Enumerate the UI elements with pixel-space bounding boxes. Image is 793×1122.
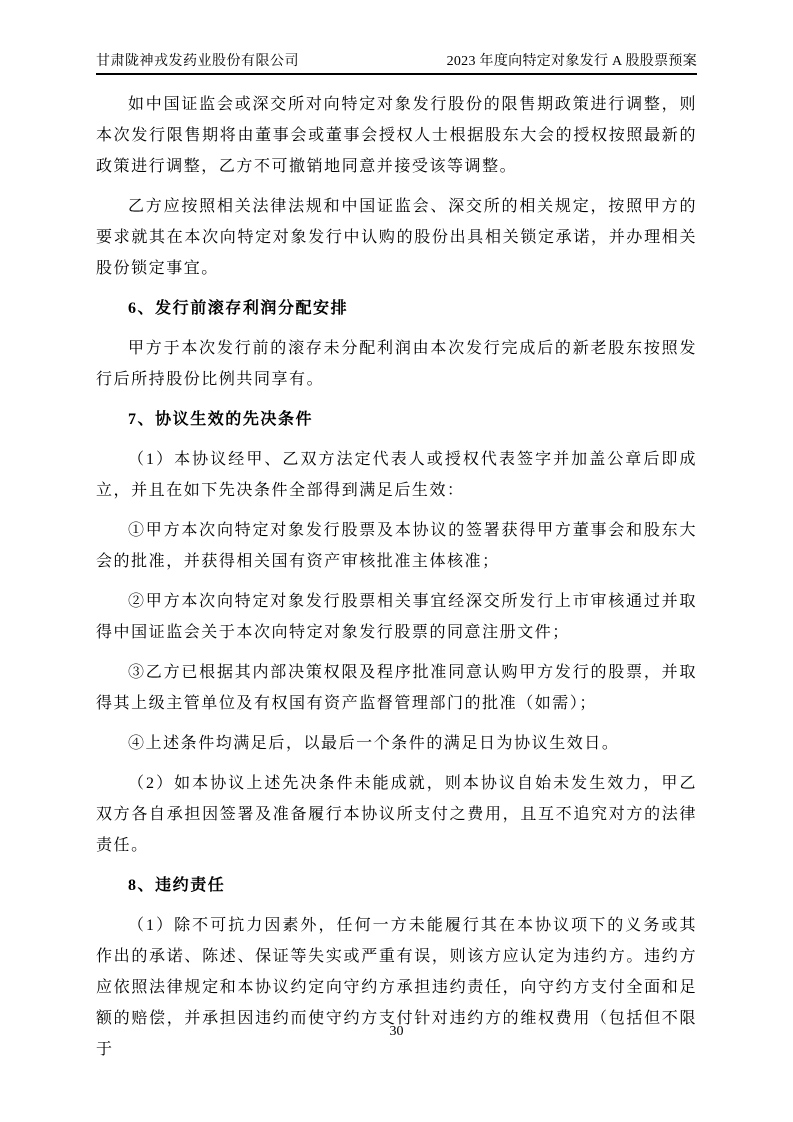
page-number: 30: [389, 1024, 404, 1039]
paragraph: ①甲方本次向特定对象发行股票及本协议的签署获得甲方董事会和股东大会的批准，并获得相关国有资产审核批准主体核准；: [96, 522, 697, 570]
document-body: [96, 89, 697, 1074]
paragraph: 如中国证监会或深交所对向特定对象发行股份的限售期政策进行调整，则本次发行限售期将由董事会或董事会授权人士根据股东大会的授权按照最新的政策进行调整，乙方不可撤销地同意并接受该等调整。: [96, 96, 697, 175]
paragraph: 乙方应按照相关法律法规和中国证监会、深交所的相关规定，按照甲方的要求就其在本次向特定对象发行中认购的股份出具相关锁定承诺，并办理相关股份锁定事宜。: [96, 198, 697, 277]
paragraph: ④上述条件均满足后，以最后一个条件的满足日为协议生效日。: [128, 735, 620, 752]
header-company-name: 甘肃陇神戎发药业股份有限公司: [96, 54, 299, 69]
paragraph: （2）如本协议上述先决条件未能成就，则本协议自始未发生效力，甲乙双方各自承担因签署及准备履行本协议所支付之费用，且互不追究对方的法律责任。: [96, 775, 697, 854]
paragraph: （1）本协议经甲、乙双方法定代表人或授权代表签字并加盖公章后即成立，并且在如下先决条件全部得到满足后生效：: [96, 451, 697, 499]
section-heading: 6、发行前滚存利润分配安排: [128, 300, 349, 317]
section-heading: 8、违约责任: [128, 877, 226, 894]
header-document-title: 2023 年度向特定对象发行 A 股股票预案: [446, 54, 697, 69]
paragraph: ③乙方已根据其内部决策权限及程序批准同意认购甲方发行的股票，并取得其上级主管单位及有权国有资产监督管理部门的批准（如需）；: [96, 664, 697, 712]
section-heading: 7、协议生效的先决条件: [128, 411, 314, 428]
page-header: [96, 53, 697, 75]
paragraph: 甲方于本次发行前的滚存未分配利润由本次发行完成后的新老股东按照发行后所持股份比例共同享有。: [96, 340, 697, 388]
paragraph: （1）除不可抗力因素外，任何一方未能履行其在本协议项下的义务或其作出的承诺、陈述、保证等失实或严重有误，则该方应认定为违约方。违约方应依照法律规定和本协议约定向守约方承担违约责任，向守约方支付全面和足额的赔偿，并承担因违约而使守约方支付针对违约方的维权费用（包括但不限于: [96, 917, 697, 1058]
paragraph: ②甲方本次向特定对象发行股票相关事宜经深交所发行上市审核通过并取得中国证监会关于本次向特定对象发行股票的同意注册文件；: [96, 593, 697, 641]
